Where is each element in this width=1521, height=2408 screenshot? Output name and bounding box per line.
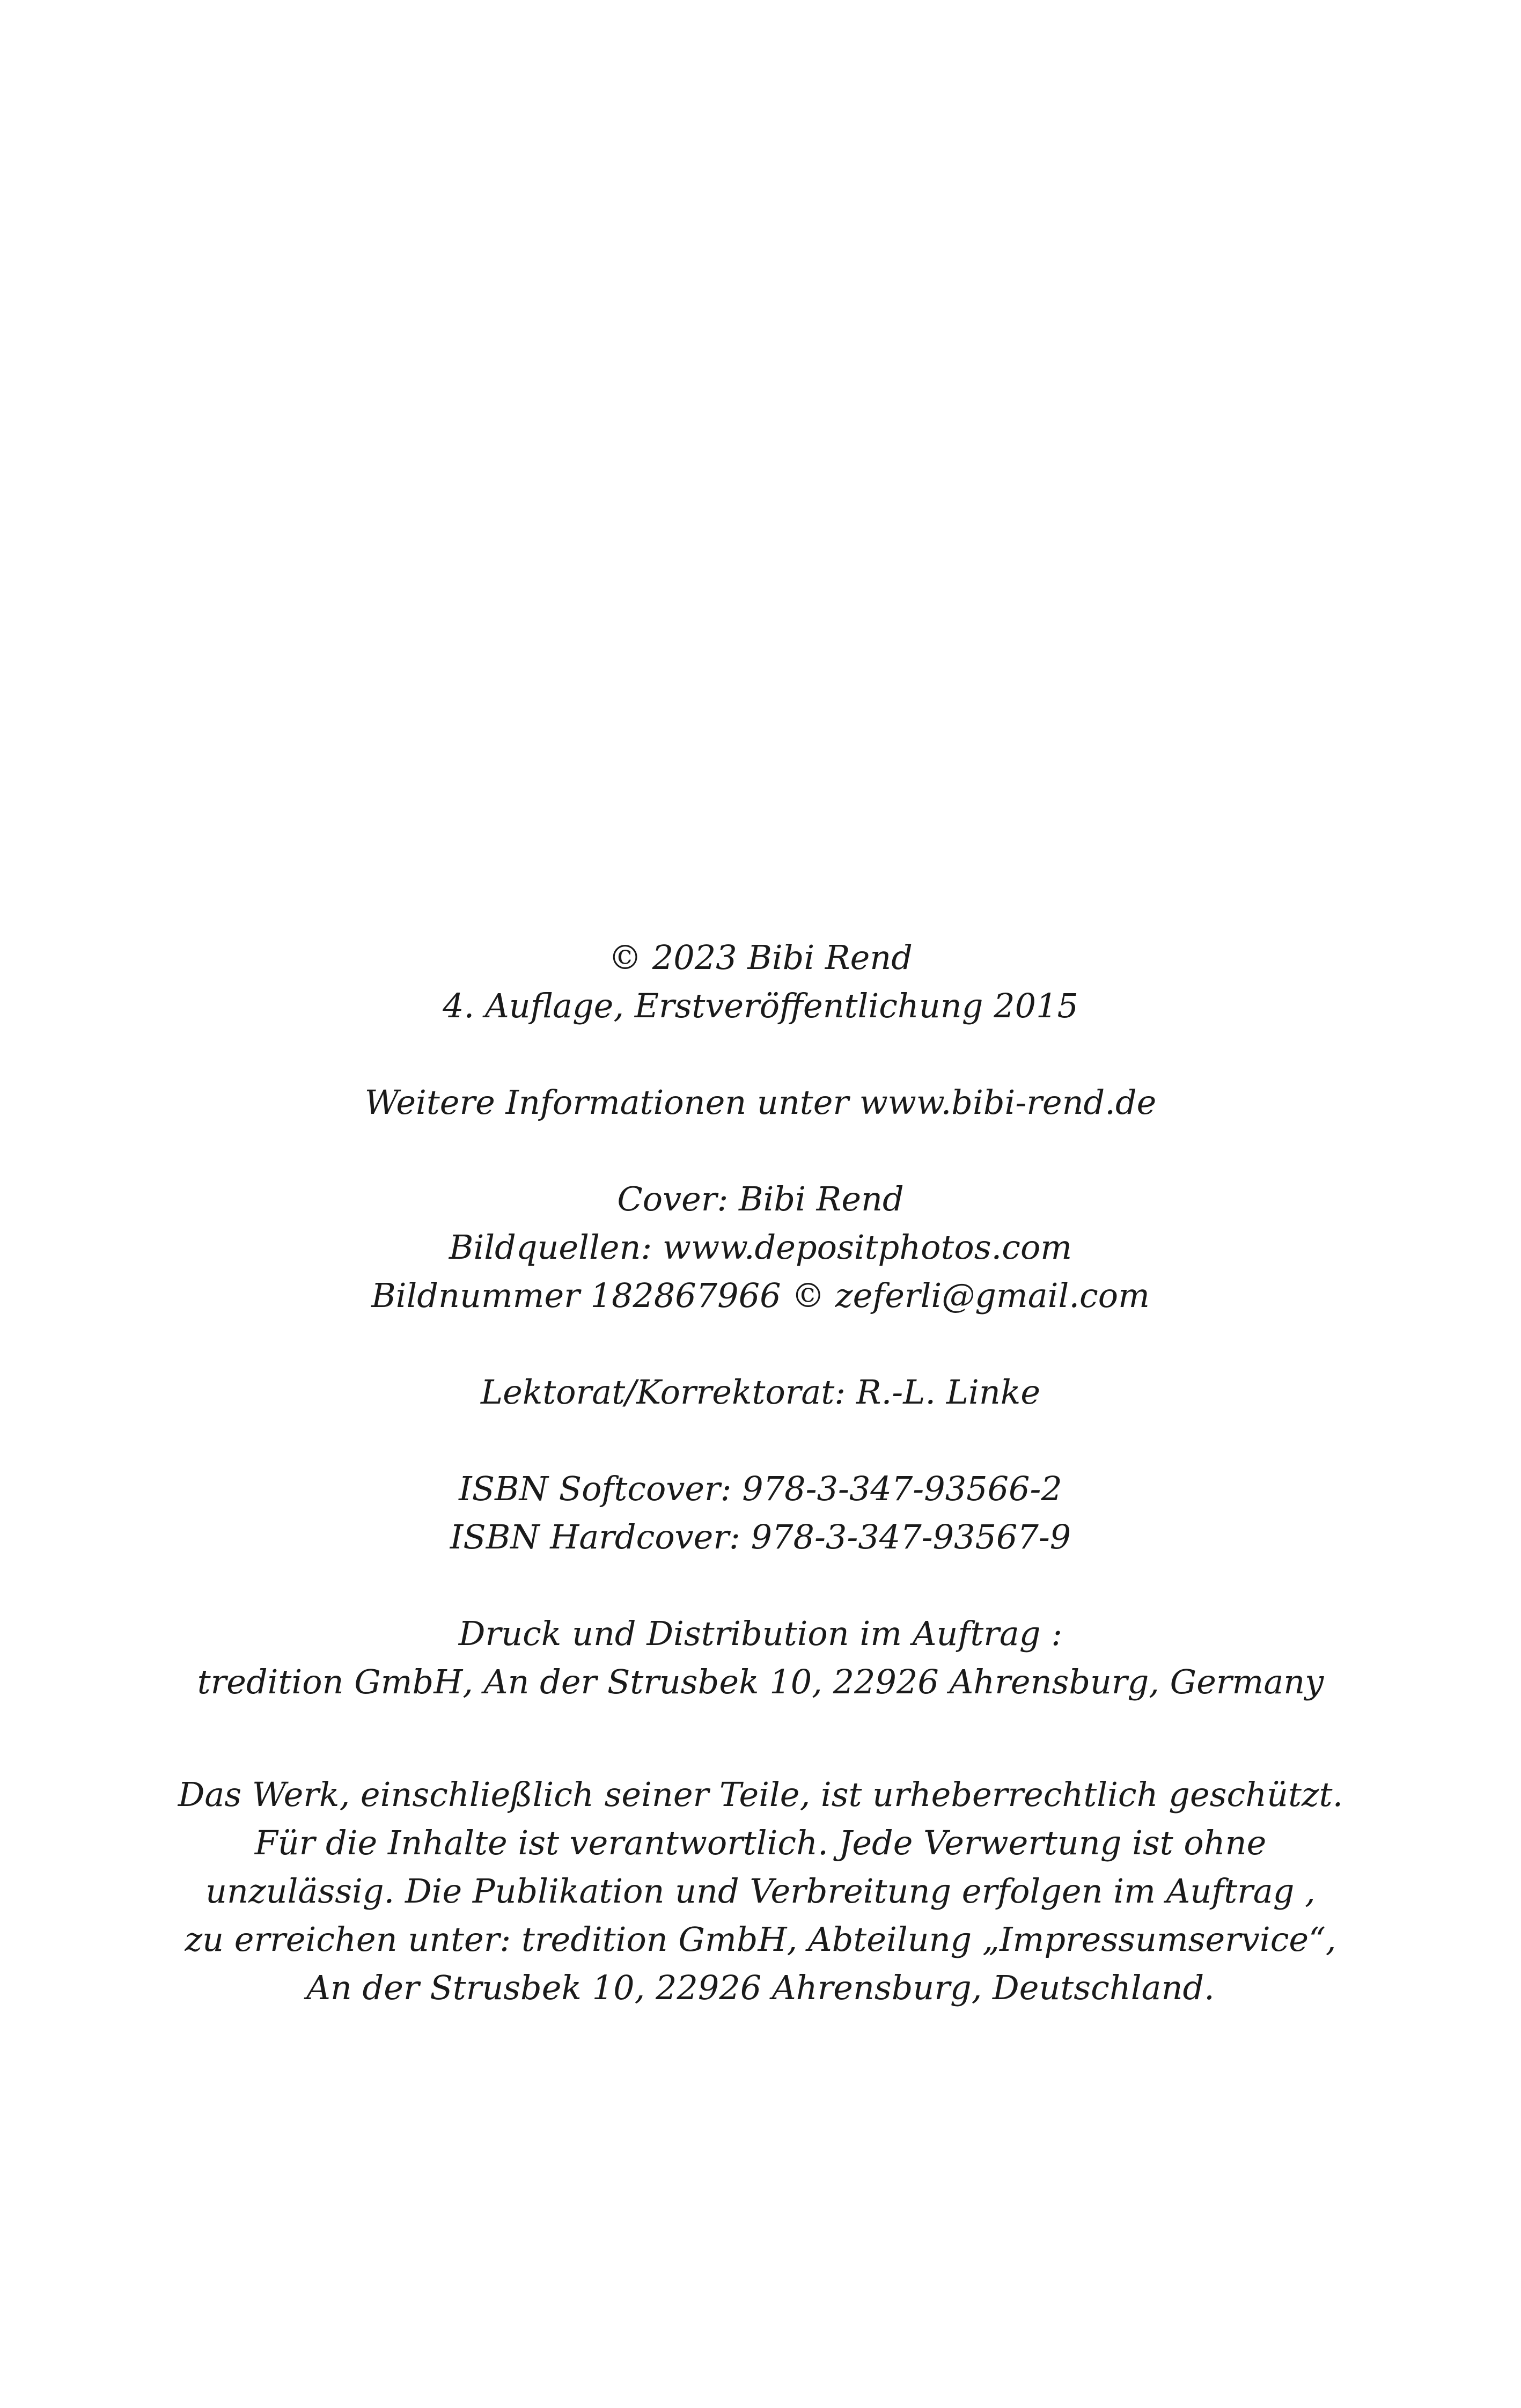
isbn-softcover: ISBN Softcover: 978-3-347-93566-2 — [459, 1469, 1062, 1508]
info-block — [0, 1078, 1521, 1127]
editing-block — [0, 1368, 1521, 1416]
publisher-address-line: tredition GmbH, An der Strusbek 10, 22926 Ahrensburg, Germany — [197, 1662, 1324, 1701]
distribution-block — [0, 1610, 1521, 1706]
legal-line: An der Strusbek 10, 22926 Ahrensburg, Deutschland. — [306, 1968, 1215, 2007]
imprint-page — [0, 934, 1521, 2012]
edition-line: 4. Auflage, Erstveröffentlichung 2015 — [443, 986, 1078, 1025]
legal-notice-block — [0, 1771, 1521, 2012]
website-line: Weitere Informationen unter www.bibi-rend.de — [364, 1083, 1157, 1122]
legal-line: Das Werk, einschließlich seiner Teile, ist urheberrechtlich geschützt. — [178, 1775, 1343, 1814]
cover-credits-block — [0, 1175, 1521, 1320]
legal-line: zu erreichen unter: tredition GmbH, Abteilung „Impressumservice“, — [185, 1920, 1336, 1959]
image-number-line: Bildnummer 182867966 © zeferli@gmail.com — [371, 1276, 1150, 1315]
legal-line: unzulässig. Die Publikation und Verbreitung erfolgen im Auftrag , — [205, 1871, 1316, 1911]
cover-line: Cover: Bibi Rend — [617, 1179, 904, 1218]
copyright-block — [0, 934, 1521, 1030]
image-source-line: Bildquellen: www.depositphotos.com — [449, 1228, 1072, 1267]
isbn-hardcover: ISBN Hardcover: 978-3-347-93567-9 — [450, 1517, 1071, 1557]
isbn-block — [0, 1465, 1521, 1561]
distribution-line: Druck und Distribution im Auftrag : — [458, 1614, 1063, 1653]
legal-line: Für die Inhalte ist verantwortlich. Jede Verwertung ist ohne — [254, 1823, 1267, 1862]
copyright-line: © 2023 Bibi Rend — [608, 938, 913, 977]
editor-line: Lektorat/Korrektorat: R.-L. Linke — [480, 1372, 1041, 1412]
